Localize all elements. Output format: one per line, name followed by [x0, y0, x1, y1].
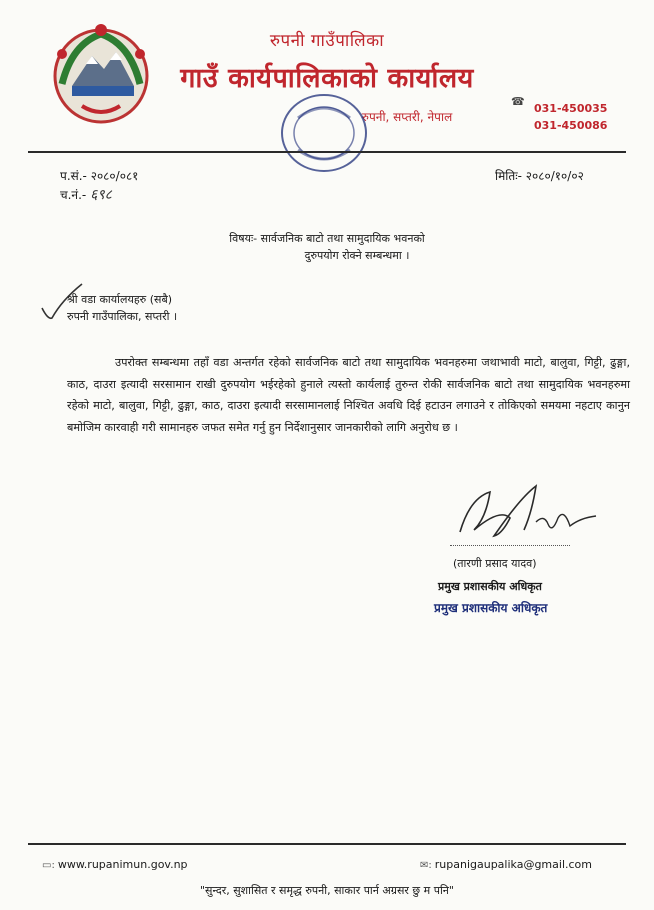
envelope-icon: ✉:	[420, 860, 432, 871]
dispatch-line	[60, 186, 138, 205]
subject-line-2: दुरुपयोग रोक्ने सम्बन्धमा ।	[304, 249, 410, 262]
org-name-main: गाउँ कार्यपालिकाको कार्यालय	[180, 63, 474, 94]
footer-website	[42, 858, 188, 871]
dispatch-number: ६९८	[90, 187, 112, 203]
letter-body: उपरोक्त सम्बन्धमा तहाँ वडा अन्तर्गत रहेको सार्वजनिक बाटो तथा सामुदायिक भवनहरुमा जथाभावी माटो, बालुवा, गिट्टी, ढुङ्गा, काठ, दाउरा इत्यादी सरसामान राखी दुरुपयोग भईरहेको हुनाले त्यस्तो कार्यलाई तुरुन्त रोकी सार्वजनिक बाटो तथा सामुदायिक भवनहरुमा रहेको माटो, बालुवा, गिट्टी, ढुङ्गा, काठ, दाउरा इत्यादी सरसामानलाई निश्चित अवधि दिई हटाउन लगाउने र तोकिएको समयमा नहटाए कानुन बमोजिम कारवाही गरी सामानहरु जफत समेत गर्नु हुन निर्देशानुसार जानकारीको लागि अनुरोध छ ।	[67, 356, 630, 434]
phone-number-2: 031-450086	[534, 119, 608, 132]
dispatch-label: च.नं.-	[60, 188, 87, 202]
subject-block	[0, 230, 654, 264]
footer-divider	[28, 843, 626, 845]
handwritten-signature	[440, 478, 610, 544]
recipient-line-1: श्री वडा कार्यालयहरु (सबै)	[67, 293, 173, 306]
letter-number: प.सं.- २०८०/०८१	[60, 169, 139, 183]
footer-motto: "सुन्दर, सुशासित र समृद्ध रुपनी, साकार पार्न अग्रसर छु म पनि"	[200, 884, 454, 897]
phone-number-1: 031-450035	[534, 102, 608, 115]
org-address: रुपनी, सप्तरी, नेपाल	[361, 110, 453, 124]
subject-line-1: विषयः- सार्वजनिक बाटो तथा सामुदायिक भवनको	[229, 232, 425, 245]
letter-date: मितिः- २०८०/१०/०२	[495, 169, 584, 183]
phone-numbers	[510, 100, 607, 134]
signatory-title: प्रमुख प्रशासकीय अधिकृत	[438, 580, 542, 593]
recipient-block	[67, 291, 177, 325]
title-stamp: प्रमुख प्रशासकीय अधिकृत	[434, 601, 548, 615]
header-divider	[28, 151, 626, 153]
signature-line	[450, 545, 570, 546]
website-text: www.rupanimun.gov.np	[57, 858, 188, 871]
recipient-line-2: रुपनी गाउँपालिका, सप्तरी ।	[67, 310, 178, 323]
monitor-icon: ▭:	[42, 860, 55, 871]
org-name-top: रुपनी गाउँपालिका	[269, 31, 385, 51]
email-text: rupanigaupalika@gmail.com	[434, 858, 592, 871]
reference-block	[60, 167, 138, 205]
signatory-name: (तारणी प्रसाद यादव)	[453, 557, 537, 570]
phone-icon: ☎	[511, 95, 525, 108]
footer-email	[420, 858, 592, 871]
office-seal-stamp	[276, 88, 372, 178]
